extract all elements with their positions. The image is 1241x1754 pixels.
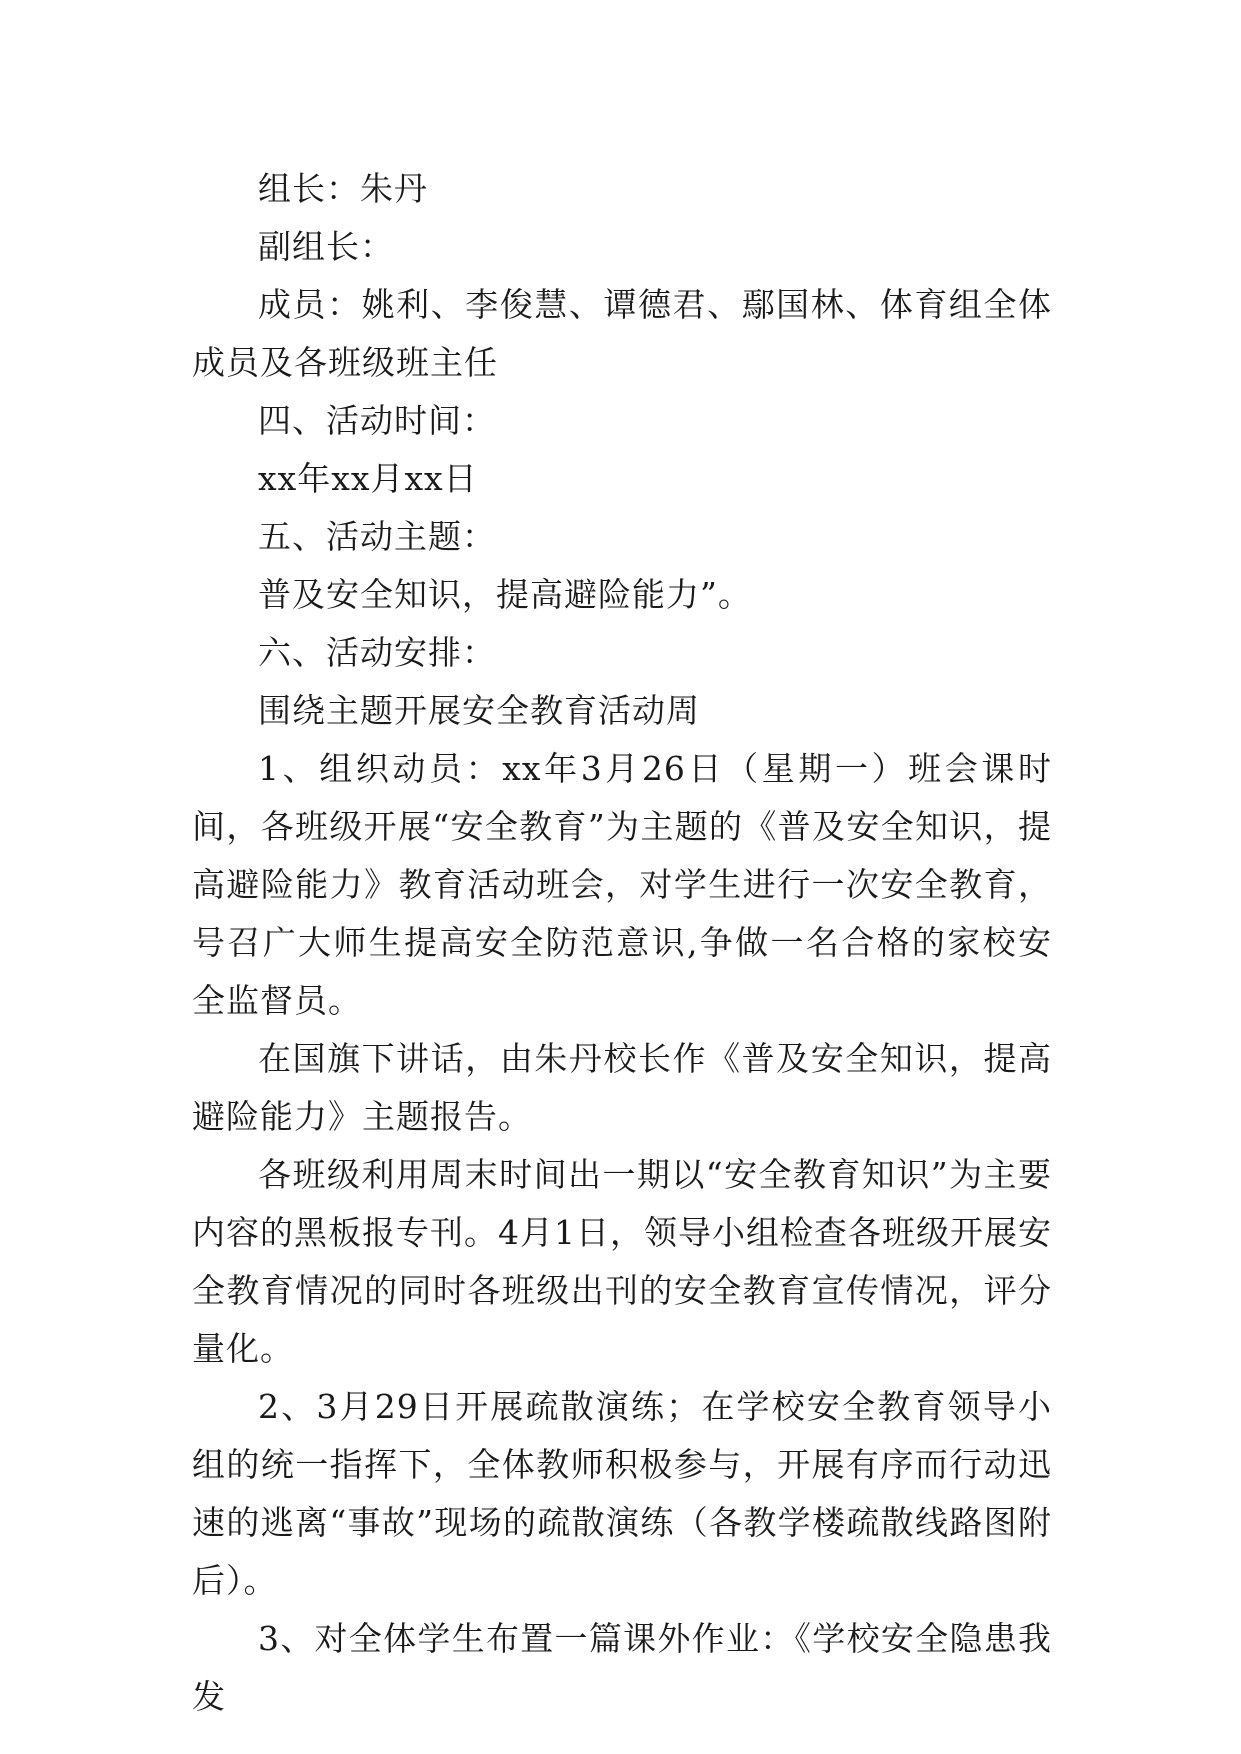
document-body (192, 160, 1052, 1726)
paragraph-activity-date: xx年xx月xx日 (258, 459, 478, 498)
paragraph-flag-speech: 在国旗下讲话，由朱丹校长作《普及安全知识，提高避险能力》主题报告。 (192, 1039, 1052, 1136)
paragraph-blackboard: 各班级利用周末时间出一期以“安全教育知识”为主要内容的黑板报专刊。4月1日，领导小组检查各班级开展安全教育情况的同时各班级出刊的安全教育宣传情况，评分量化。 (192, 1155, 1052, 1368)
paragraph-members: 成员：姚利、李俊慧、谭德君、鄢国林、体育组全体成员及各班级班主任 (192, 285, 1052, 382)
paragraph-theme: 普及安全知识，提高避险能力”。 (258, 575, 752, 614)
paragraph-homework: 3、对全体学生布置一篇课外作业：《学校安全隐患我发 (192, 1619, 1052, 1716)
heading-activity-arrangement: 六、活动安排： (258, 633, 496, 672)
paragraph-group-leader: 组长：朱丹 (258, 169, 428, 208)
heading-activity-time: 四、活动时间： (258, 401, 496, 440)
paragraph-deputy-leader: 副组长： (258, 227, 394, 266)
paragraph-mobilization: 1、组织动员：xx年3月26日（星期一）班会课时间，各班级开展“安全教育”为主题的《普及安全知识，提高避险能力》教育活动班会，对学生进行一次安全教育，号召广大师生提高安全防范意识,争做一名合格的家校安全监督员。 (192, 749, 1052, 1020)
heading-activity-theme: 五、活动主题： (258, 517, 496, 556)
paragraph-evacuation-drill: 2、3月29日开展疏散演练；在学校安全教育领导小组的统一指挥下，全体教师积极参与，开展有序而行动迅速的逃离“事故”现场的疏散演练（各教学楼疏散线路图附后）。 (192, 1387, 1052, 1600)
paragraph-safety-week: 围绕主题开展安全教育活动周 (258, 691, 700, 730)
